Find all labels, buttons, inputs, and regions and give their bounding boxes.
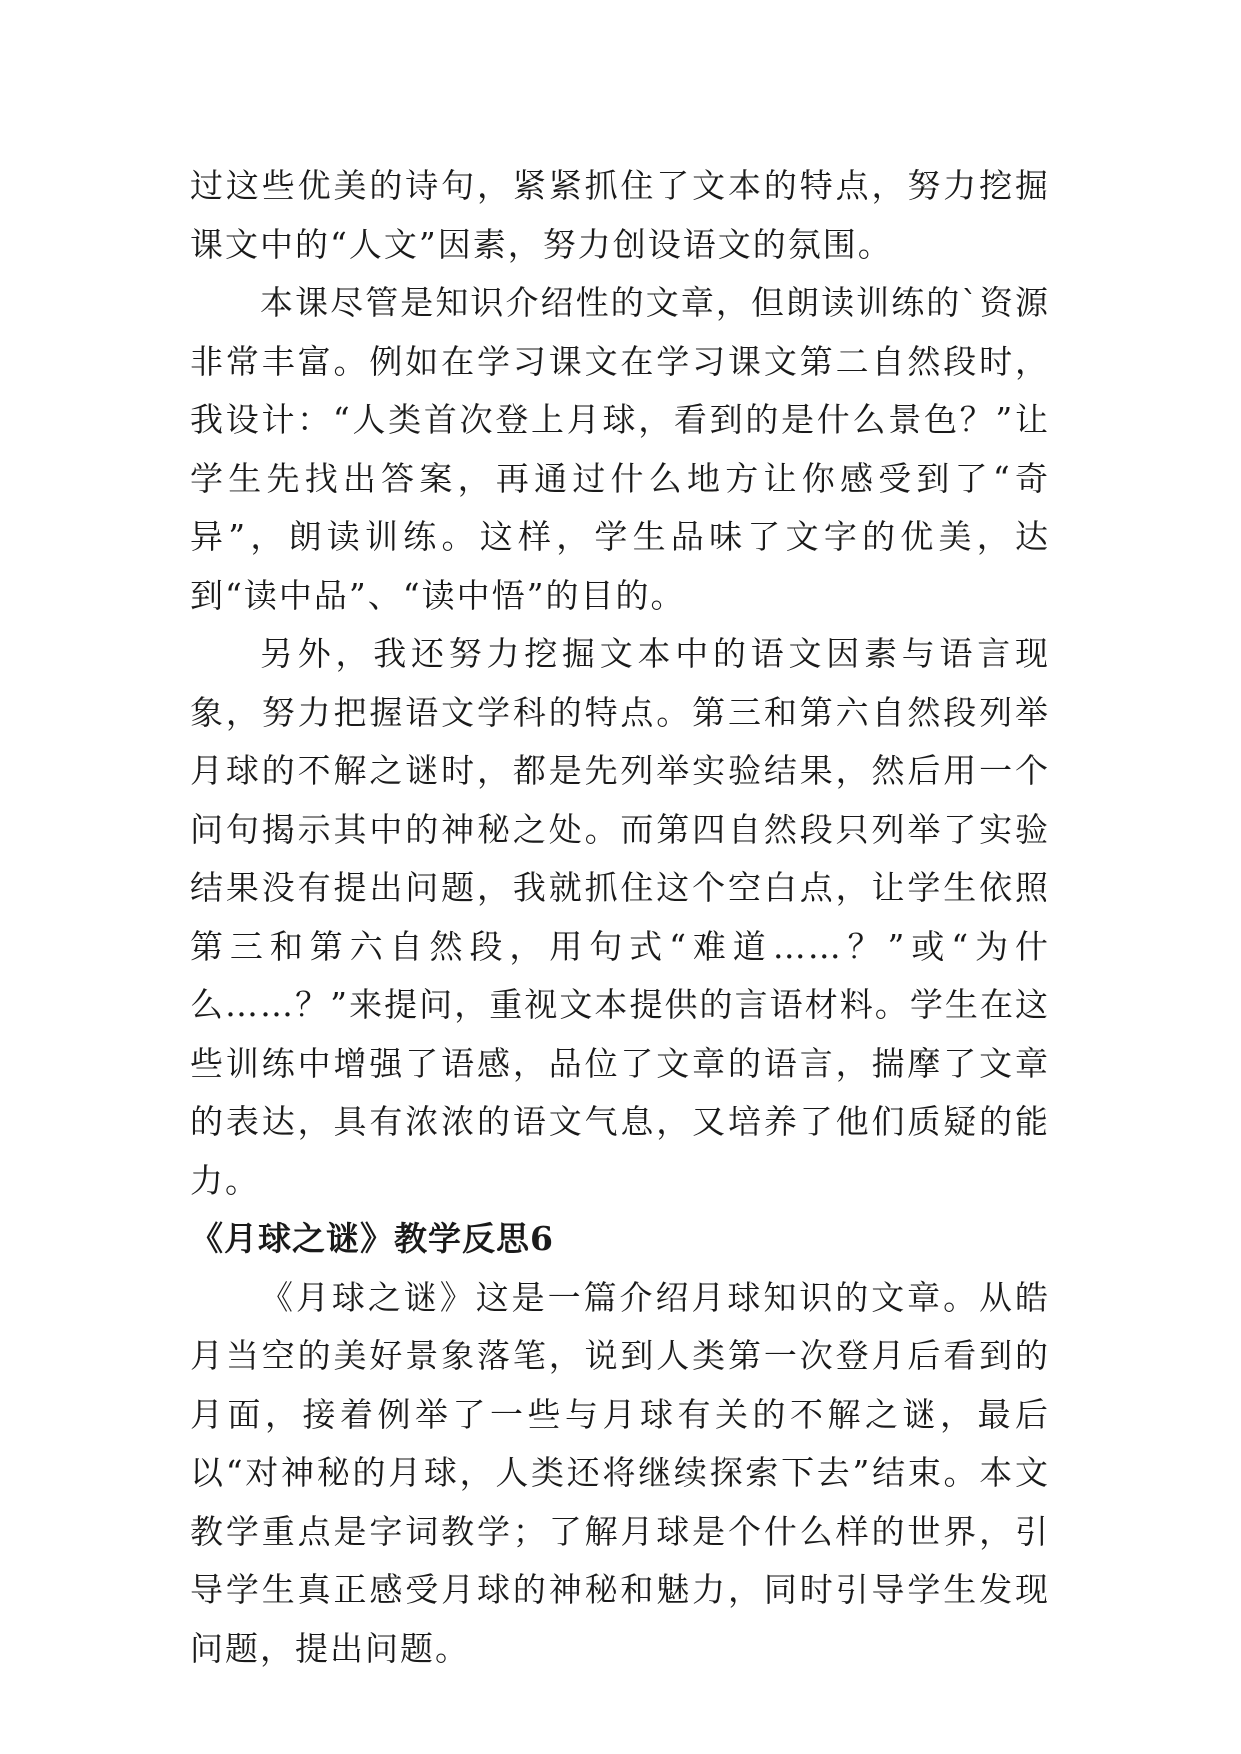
paragraph-2: 本课尽管是知识介绍性的文章，但朗读训练的`资源非常丰富。例如在学习课文在学习课文第二自然段时，我设计：“人类首次登上月球，看到的是什么景色？”让学生先找出答案，再通过什么地方让你感受到了“奇异”，朗读训练。这样，学生品味了文字的优美，达到“读中品”、“读中悟”的目的。	[190, 283, 1050, 615]
document-body	[190, 157, 1050, 1678]
paragraph-4: 《月球之谜》这是一篇介绍月球知识的文章。从皓月当空的美好景象落笔，说到人类第一次登月后看到的月面，接着例举了一些与月球有关的不解之谜，最后以“对神秘的月球，人类还将继续探索下去”结束。本文教学重点是字词教学；了解月球是个什么样的世界，引导学生真正感受月球的神秘和魅力，同时引导学生发现问题，提出问题。	[190, 1277, 1050, 1668]
paragraph-3: 另外，我还努力挖掘文本中的语文因素与语言现象，努力把握语文学科的特点。第三和第六自然段列举月球的不解之谜时，都是先列举实验结果，然后用一个问句揭示其中的神秘之处。而第四自然段只列举了实验结果没有提出问题，我就抓住这个空白点，让学生依照第三和第六自然段，用句式“难道……？”或“为什么……？”来提问，重视文本提供的言语材料。学生在这些训练中增强了语感，品位了文章的语言，揣摩了文章的表达，具有浓浓的语文气息，又培养了他们质疑的能力。	[190, 634, 1050, 1200]
section-heading: 《月球之谜》教学反思6	[190, 1219, 554, 1258]
paragraph-1: 过这些优美的诗句，紧紧抓住了文本的特点，努力挖掘课文中的“人文”因素，努力创设语文的氛围。	[190, 166, 1050, 264]
